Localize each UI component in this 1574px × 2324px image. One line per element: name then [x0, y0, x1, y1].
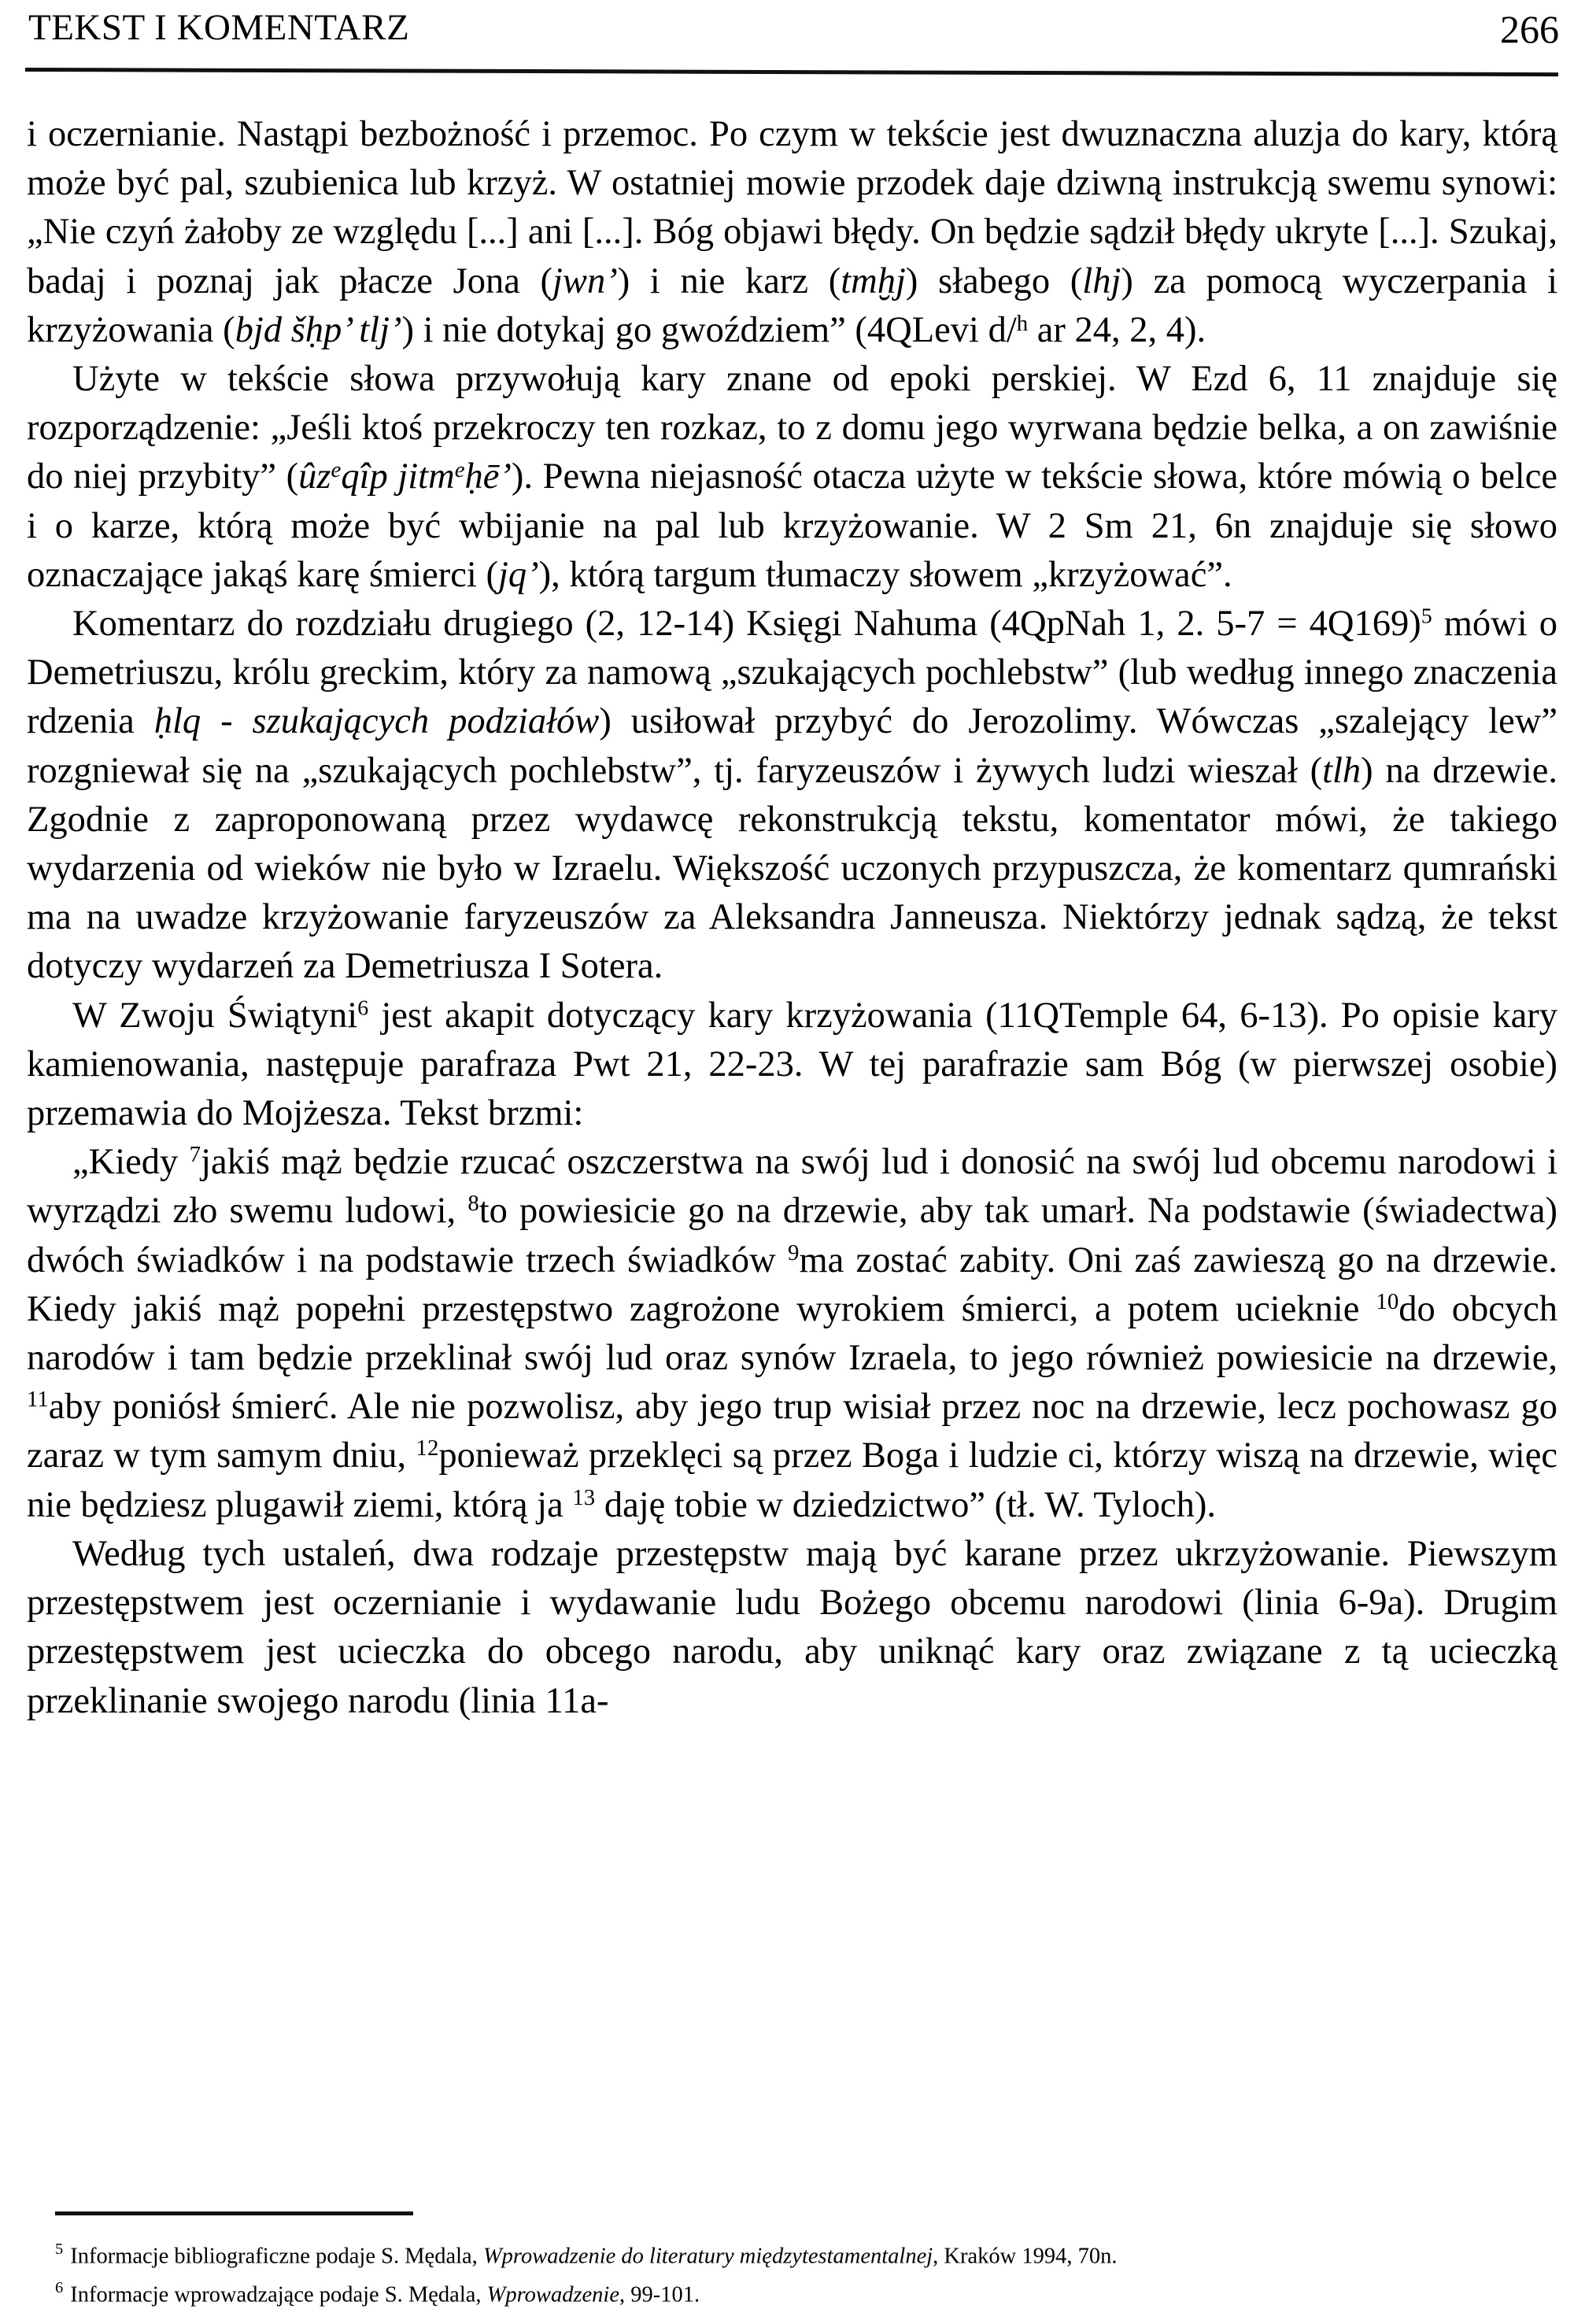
transliteration-italic: jwn’: [552, 260, 618, 301]
transliteration-italic: Wprowadzenie: [486, 2282, 619, 2307]
footnote-list: [55, 2233, 1550, 2311]
body-paragraph: [27, 992, 1557, 1139]
body-paragraph: [27, 1530, 1557, 1726]
transliteration-italic: lhj: [1082, 260, 1121, 301]
running-head: [28, 6, 1559, 63]
text-run: ar 24, 2, 4).: [1028, 309, 1206, 350]
body-text-column: [27, 110, 1557, 1726]
page-number: 266: [1500, 7, 1559, 51]
footnote-reference[interactable]: 6: [357, 996, 369, 1021]
verse-number: 10: [1376, 1288, 1399, 1314]
running-head-title: TEKST I KOMENTARZ: [28, 7, 410, 48]
verse-number: 8: [467, 1191, 479, 1217]
body-paragraph: [27, 355, 1557, 600]
transliteration-italic: tmḫj: [841, 260, 906, 301]
text-run: ). Pewna niejasność otacza użyte w tekście słowa, które mówią o belce i o karze, którą może być wbijanie na pal lub krzyżowanie. W 2 Sm 21, 6n znajduje się słowo oznaczające jakąś karę śmierci (: [27, 456, 1557, 595]
transliteration-italic: ḥlq: [153, 701, 201, 742]
text-run: „Kiedy: [72, 1142, 190, 1183]
text-run: , Kraków 1994, 70n.: [933, 2244, 1118, 2269]
footnote-item: [55, 2272, 1550, 2311]
text-run: Informacje bibliograficzne podaje S. Mędala,: [70, 2244, 483, 2269]
text-run: ) na drzewie. Zgodnie z zaproponowaną przez wydawcę rekonstrukcją tekstu, komentator mówi, że takiego wydarzenia od wieków nie było w Izraelu. Większość uczonych przypuszcza, że komentarz qumrański ma na uwadze krzyżowanie faryzeuszów za Aleksandra Janneusza. Niektórzy jednak sądzą, że tekst dotyczy wydarzeń za Demetriusza I Sotera.: [27, 750, 1557, 987]
text-run: Użyte w tekście słowa przywołują kary znane od epoki perskiej. W Ezd 6, 11 znajduje się rozporządzenie: „Jeśli ktoś przekroczy ten rozkaz, to z domu jego wyrwana będzie belka, a on zawiśnie do niej przybity” (: [27, 359, 1557, 497]
superscript-siglum: h: [1016, 310, 1029, 336]
body-paragraph: [27, 110, 1557, 355]
transliteration-italic: szukających podziałów: [252, 701, 600, 742]
text-run: -: [201, 701, 253, 742]
transliteration-italic: tlh: [1322, 750, 1362, 791]
text-run: , 99-101.: [619, 2282, 700, 2307]
text-run: i oczernianie. Nastąpi bezbożność i przemoc. Po czym w tekście jest dwuznaczna aluzja do kary, którą może być pal, szubienica lub krzyż. W ostatniej mowie przodek daje dziwną instrukcją swemu synowi: „Nie czyń żałoby ze względu [...] ani [...]. Bóg objawi błędy. On będzie sądził błędy ukryte [...]. Szukaj, badaj i poznaj jak płacze Jona (: [27, 114, 1557, 301]
superscript-shewa: e: [331, 457, 342, 483]
text-run: jest akapit dotyczący kary krzyżowania (11QTemple 64, 6-13). Po opisie kary kamienowania, następuje parafraza Pwt 21, 22-23. W tej parafrazie sam Bóg (w pierwszej osobie) przemawia do Mojżesza. Tekst brzmi:: [27, 995, 1557, 1134]
text-run: W Zwoju Świątyni: [72, 995, 358, 1036]
footnote-separator-rule: [55, 2211, 413, 2215]
verse-number: 7: [189, 1142, 201, 1168]
superscript-shewa: e: [454, 457, 465, 483]
text-run: Informacje wprowadzające podaje S. Mędala,: [70, 2282, 487, 2307]
text-run: ) i nie karz (: [617, 260, 841, 301]
verse-number: 9: [788, 1240, 800, 1265]
footnote-marker: 6: [55, 2279, 64, 2297]
transliteration-italic: Wprowadzenie do literatury międzytestamentalnej: [482, 2244, 933, 2269]
verse-number: 13: [572, 1484, 596, 1510]
footnote-reference[interactable]: 5: [1421, 604, 1432, 629]
text-run: Według tych ustaleń, dwa rodzaje przestępstw mają być karane przez ukrzyżowanie. Piewszym przestępstwem jest oczernianie i wydawanie ludu Bożego obcemu narodowi (linia 6-9a). Drugim przestępstwem jest ucieczka do obcego narodu, aby uniknąć kary oraz związane z tą ucieczką przeklinanie swojego narodu (linia 11a-: [27, 1533, 1557, 1721]
text-run: mówi o Demetriuszu, królu greckim, który za namową „szukających pochlebstw” (lub według innego znaczenia rdzenia: [27, 604, 1557, 742]
text-run: do obcych narodów i tam będzie przeklinał swój lud oraz synów Izraela, to jego również powiesicie na drzewie,: [27, 1288, 1557, 1379]
transliteration-italic: bjd šḥp’ tlj’: [235, 309, 402, 350]
transliteration-italic: ḥē’: [464, 456, 512, 497]
text-run: aby poniósł śmierć. Ale nie pozwolisz, aby jego trup wisiał przez noc na drzewie, lecz pochowasz go zaraz w tym samym dniu,: [27, 1387, 1557, 1476]
text-run: ponieważ przeklęci są przez Boga i ludzie ci, którzy wiszą na drzewie, więc nie będziesz plugawił ziemi, którą ja: [27, 1435, 1557, 1525]
text-run: jakiś mąż będzie rzucać oszczerstwa na swój lud i donosić na swój lud obcemu narodowi i wyrządzi zło swemu ludowi,: [27, 1142, 1558, 1232]
verse-number: 12: [416, 1435, 439, 1461]
transliteration-italic: jq’: [497, 554, 539, 595]
text-run: ) i nie dotykaj go gwoździem” (4QLevi d/: [401, 309, 1017, 350]
text-run: ) słabego (: [905, 260, 1083, 301]
text-run: ) za pomocą wyczerpania i krzyżowania (: [27, 260, 1557, 350]
text-run: to powiesicie go na drzewie, aby tak umarł. Na podstawie (świadectwa) dwóch świadków i na podstawie trzech świadków: [27, 1191, 1557, 1280]
body-paragraph: [27, 1138, 1557, 1530]
footnote-marker: 5: [55, 2241, 64, 2258]
text-run: ma zostać zabity. Oni zaś zawieszą go na drzewie. Kiedy jakiś mąż popełni przestępstwo zagrożone wyrokiem śmierci, a potem ucieknie: [27, 1240, 1557, 1329]
transliteration-italic: qîp jitm: [341, 456, 455, 497]
footnote-item: [55, 2233, 1550, 2272]
body-paragraph: [27, 600, 1557, 992]
text-run: Komentarz do rozdziału drugiego (2, 12-14) Księgi Nahuma (4QpNah 1, 2. 5-7 = 4Q169): [72, 604, 1421, 645]
text-run: daję tobie w dziedzictwo” (tł. W. Tyloch).: [595, 1484, 1216, 1525]
header-divider-rule: [25, 68, 1558, 76]
text-run: ), którą targum tłumaczy słowem „krzyżować”.: [538, 554, 1232, 595]
transliteration-italic: ûz: [298, 456, 331, 497]
verse-number: 11: [27, 1387, 49, 1413]
text-run: ) usiłował przybyć do Jerozolimy. Wówczas „szalejący lew” rozgniewał się na „szukających pochlebstw”, tj. faryzeuszów i żywych ludzi wieszał (: [27, 701, 1557, 791]
